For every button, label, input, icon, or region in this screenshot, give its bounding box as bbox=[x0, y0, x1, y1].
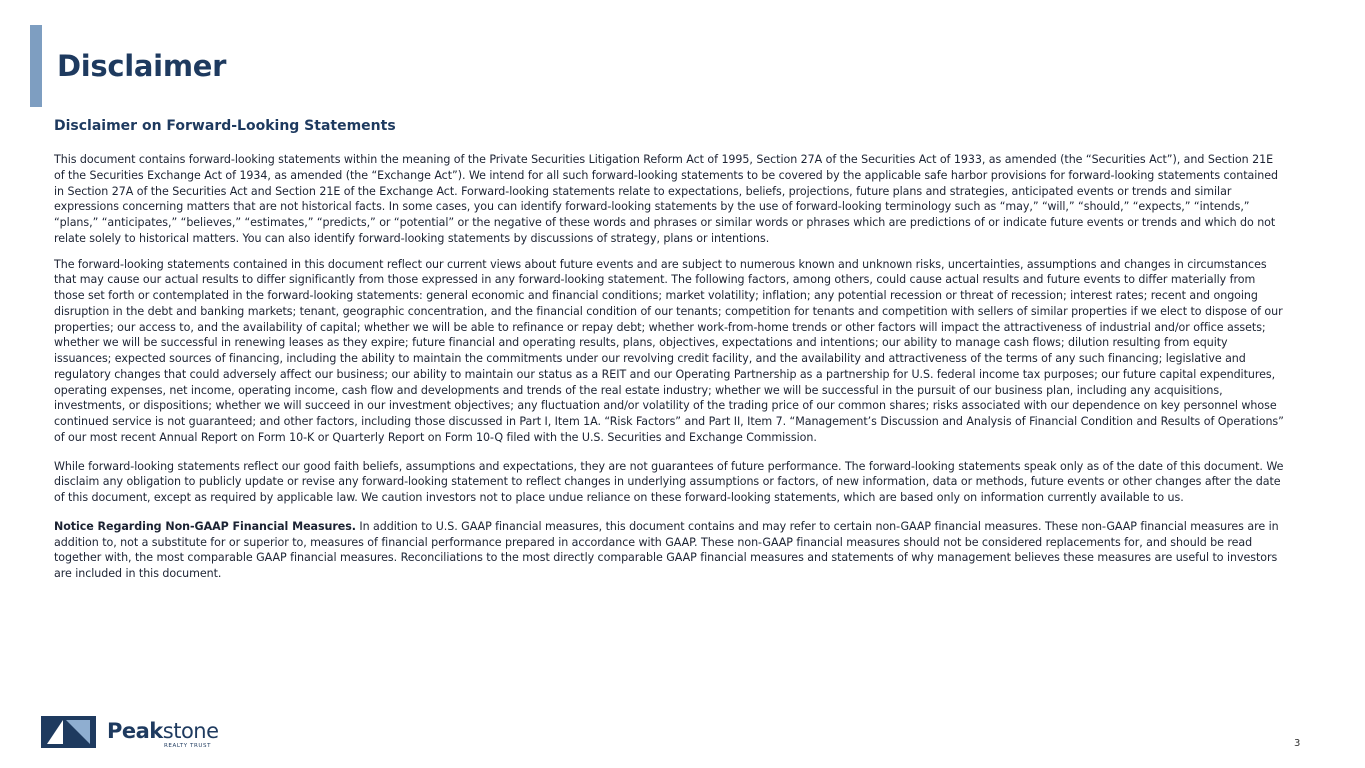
paragraph-risk-factors: The forward-looking statements contained in this document reflect our current views about future events and are subject to numerous known and unknown risks, uncertainties, assumptions and changes in circumstances that may cause our actual results to differ significantly from those expressed in any forward-looking statement. The following factors, among others, could cause actual results and future events to differ materially from those set forth or contemplated in the forward-looking statements: general economic and financial conditions; market volatility; inflation; any potential recession or threat of recession; interest rates; recent and ongoing disruption in the debt and banking markets; tenant, geographic concentration, and the financial condition of our tenants; competition for tenants and competition with sellers of similar properties if we elect to dispose of our properties; our access to, and the availability of capital; whether we will be able to refinance or repay debt; whether work-from-home trends or other factors will impact the attractiveness of industrial and/or office assets; whether we will be successful in renewing leases as they expire; future financial and operating results, plans, objectives, expectations and intentions; our ability to manage cash flows; dilution resulting from equity issuances; expected sources of financing, including the ability to maintain the commitments under our revolving credit facility, and the availability and attractiveness of the terms of any such financing; legislative and regulatory changes that could adversely affect our business; our ability to maintain our status as a REIT and our Operating Partnership as a partnership for U.S. federal income tax purposes; our future capital expenditures, operating expenses, net income, operating income, cash flow and developments and trends of the real estate industry; whether we will be successful in the pursuit of our business plan, including any acquisitions, investments, or dispositions; whether we will succeed in our investment objectives; any fluctuation and/or volatility of the trading price of our common shares; risks associated with our dependence on key personnel whose continued service is not guaranteed; and other factors, including those discussed in Part I, Item 1A. “Risk Factors” and Part II, Item 7. “Management’s Discussion and Analysis of Financial Condition and Results of Operations” of our most recent Annual Report on Form 10-K or Quarterly Report on Form 10-Q filed with the U.S. Securities and Exchange Commission. bbox=[54, 257, 1284, 444]
logo-subtitle: REALTY TRUST bbox=[164, 743, 212, 749]
non-gaap-notice-label: Notice Regarding Non-GAAP Financial Measures. bbox=[54, 519, 356, 533]
paragraph-non-gaap-notice bbox=[54, 519, 1286, 582]
company-logo bbox=[41, 716, 231, 750]
peakstone-mountain-icon bbox=[41, 716, 96, 748]
page-title: Disclaimer bbox=[57, 49, 227, 83]
paragraph-forward-looking-intro: This document contains forward-looking statements within the meaning of the Private Securities Litigation Reform Act of 1995, Section 27A of the Securities Act of 1933, as amended (the “Securities Act”), and Section 21E of the Securities Exchange Act of 1934, as amended (the “Exchange Act”). We intend for all such forward-looking statements to be covered by the applicable safe harbor provisions for forward-looking statements contained in Section 27A of the Securities Act and Section 21E of the Exchange Act. Forward-looking statements relate to expectations, beliefs, projections, future plans and strategies, anticipated events or trends and similar expressions concerning matters that are not historical facts. In some cases, you can identify forward-looking statements by the use of forward-looking terminology such as “may,” “will,” “should,” “expects,” “intends,” “plans,” “anticipates,” “believes,” “estimates,” “predicts,” or “potential” or the negative of these words and phrases or similar words or phrases which are predictions of or indicate future events or trends and which do not relate solely to historical matters. You can also identify forward-looking statements by discussions of strategy, plans or intentions. bbox=[54, 153, 1279, 245]
title-accent-bar bbox=[30, 25, 42, 107]
section-heading: Disclaimer on Forward-Looking Statements bbox=[54, 118, 396, 134]
logo-wordmark bbox=[107, 719, 219, 743]
logo-word-bold: Peak bbox=[107, 719, 163, 743]
non-gaap-notice-text: In addition to U.S. GAAP financial measures, this document contains and may refer to certain non-GAAP financial measures. These non-GAAP financial measures are in addition to, not a substitute for or superior to, measures of financial performance prepared in accordance with GAAP. These non-GAAP financial measures should not be considered replacements for, and should be read together with, the most comparable GAAP financial measures. Reconciliations to the most directly comparable GAAP financial measures and statements of why management believes these measures are useful to investors are included in this document. bbox=[54, 519, 1279, 580]
paragraph-no-guarantee: While forward-looking statements reflect our good faith beliefs, assumptions and expectations, they are not guarantees of future performance. The forward-looking statements speak only as of the date of this document. We disclaim any obligation to publicly update or revise any forward-looking statement to reflect changes in underlying assumptions or factors, of new information, data or methods, future events or other changes after the date of this document, except as required by applicable law. We caution investors not to place undue reliance on these forward-looking statements, which are based only on information currently available to us. bbox=[54, 459, 1284, 504]
disclaimer-content bbox=[54, 116, 1286, 592]
page-number: 3 bbox=[1294, 738, 1301, 749]
logo-word-regular: stone bbox=[162, 719, 219, 743]
